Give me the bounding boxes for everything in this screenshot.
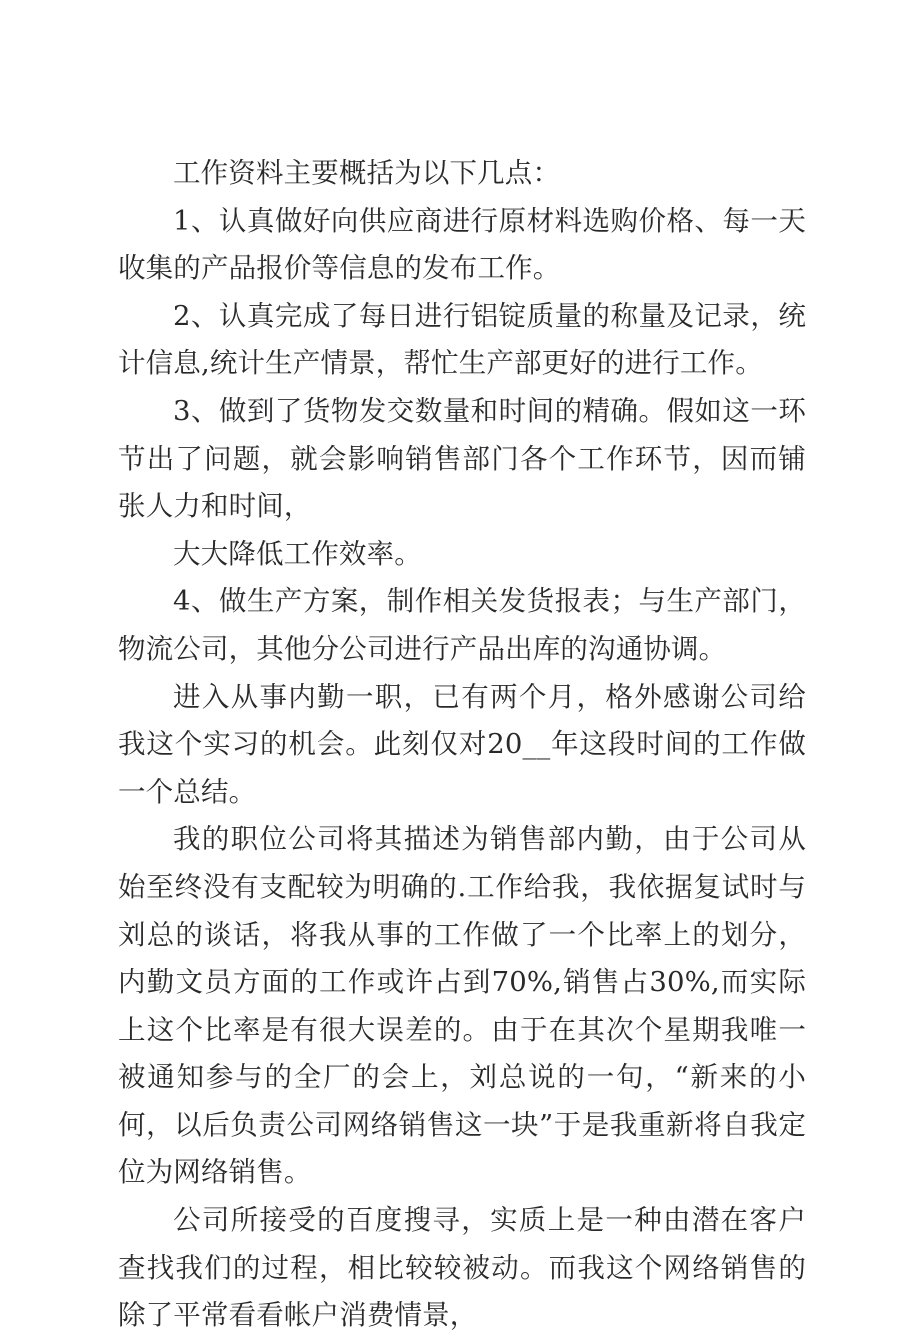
document-text-body <box>118 150 806 1340</box>
paragraph-position-description: 我的职位公司将其描述为销售部内勤，由于公司从始至终没有支配较为明确的.工作给我，我依据复试时与刘总的谈话，将我从事的工作做了一个比率上的划分，内勤文员方面的工作或许占到70%,销售占30%,而实际上这个比率是有很大误差的。由于在其次个星期我唯一被通知参与的全厂的会上，刘总说的一句，“新来的小何，以后负责公司网络销售这一块”于是我重新将自我定位为网络销售。 <box>118 823 806 1189</box>
paragraph-item-1: 1、认真做好向供应商进行原材料选购价格、每一天收集的产品报价等信息的发布工作。 <box>118 204 806 285</box>
paragraph-item-4: 4、做生产方案，制作相关发货报表；与生产部门，物流公司，其他分公司进行产品出库的沟通协调。 <box>118 585 806 665</box>
paragraph-internship-intro: 进入从事内勤一职，已有两个月，格外感谢公司给我这个实习的机会。此刻仅对20__年这段时间的工作做一个总结。 <box>118 680 806 808</box>
paragraph-intro: 工作资料主要概括为以下几点： <box>173 157 561 189</box>
paragraph-item-3: 3、做到了货物发交数量和时间的精确。假如这一环节出了问题，就会影响销售部门各个工作环节，因而铺张人力和时间， <box>118 394 806 523</box>
paragraph-baidu-search: 公司所接受的百度搜寻，实质上是一种由潜在客户查找我们的过程，相比较较被动。而我这个网络销售的除了平常看看帐户消费情景， <box>118 1204 806 1332</box>
paragraph-item-3-continuation: 大大降低工作效率。 <box>173 537 422 570</box>
paragraph-item-2: 2、认真完成了每日进行铝锭质量的称量及记录，统计信息,统计生产情景，帮忙生产部更好的进行工作。 <box>118 299 806 380</box>
